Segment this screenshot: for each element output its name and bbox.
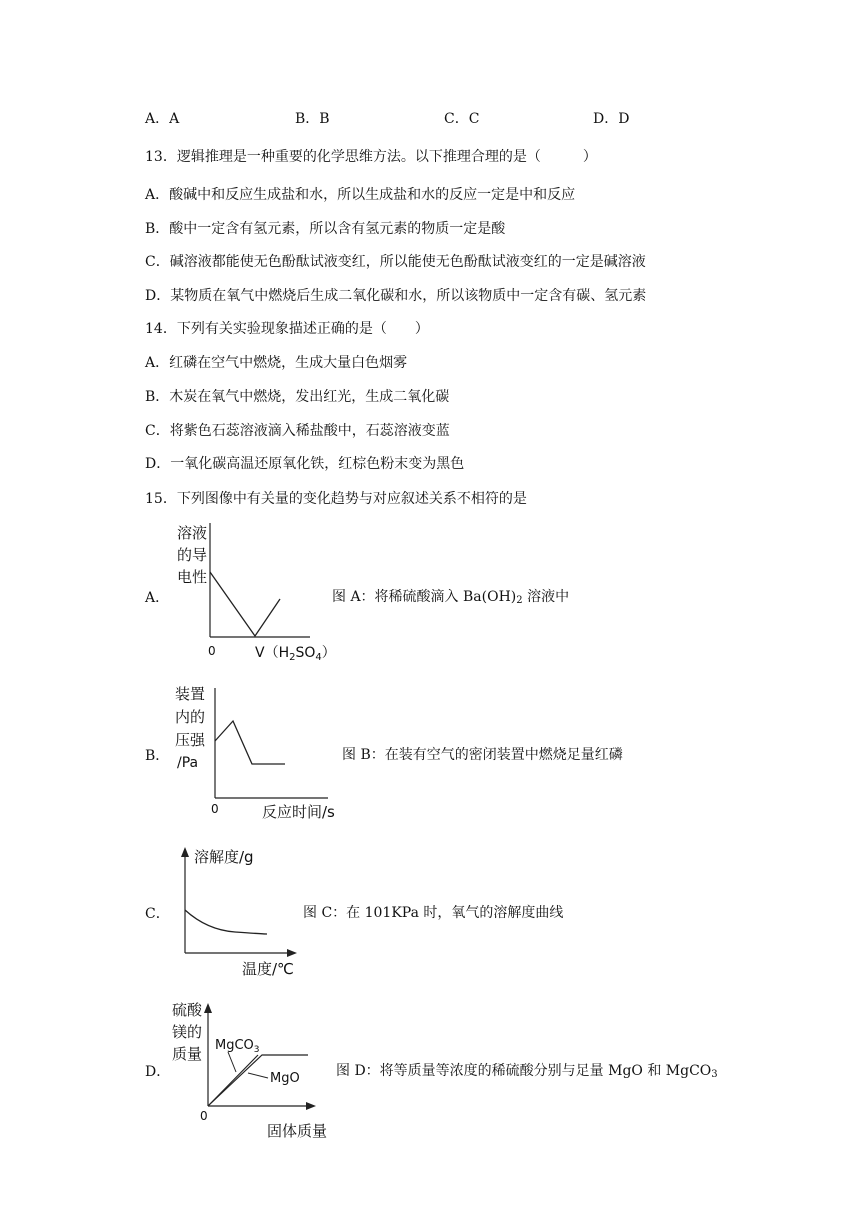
q15-fig-c-caption: 图 C：在 101KPa 时，氧气的溶解度曲线 bbox=[303, 905, 564, 921]
q15-fig-d-letter: D． bbox=[145, 1064, 171, 1080]
q13-option-c: C．碱溶液都能使无色酚酞试液变红，所以能使无色酚酞试液变红的一定是碱溶液 bbox=[145, 254, 646, 270]
q15-stem: 15．下列图像中有关量的变化趋势与对应叙述关系不相符的是 bbox=[145, 491, 527, 507]
q13-option-a: A．酸碱中和反应生成盐和水，所以生成盐和水的反应一定是中和反应 bbox=[145, 187, 576, 203]
q12-option-c: C．C bbox=[444, 111, 480, 127]
q13-option-b: B．酸中一定含有氢元素，所以含有氢元素的物质一定是酸 bbox=[145, 221, 506, 237]
q12-option-a: A．A bbox=[145, 111, 180, 127]
q15-fig-c-letter: C． bbox=[145, 906, 170, 922]
q14-option-d: D．一氧化碳高温还原氧化铁，红棕色粉末变为黑色 bbox=[145, 456, 465, 472]
q14-option-a: A．红磷在空气中燃烧，生成大量白色烟雾 bbox=[145, 355, 408, 371]
fig-c-y-arrow bbox=[181, 847, 189, 857]
fig-d-mgo-line bbox=[208, 1055, 258, 1106]
fig-d-series-mgco3: MgCO$_3$ bbox=[215, 1038, 260, 1055]
fig-d-mgco3-pointer bbox=[228, 1052, 236, 1072]
fig-c-x-arrow bbox=[287, 949, 297, 957]
fig-c-curve bbox=[185, 910, 267, 934]
q15-fig-b-letter: B． bbox=[145, 748, 170, 764]
fig-a-origin: 0 bbox=[208, 644, 216, 658]
fig-d-y-arrow bbox=[204, 1003, 212, 1013]
fig-d-series-mgo: MgO bbox=[270, 1071, 300, 1086]
q12-option-b: B．B bbox=[295, 111, 330, 127]
fig-b-xlabel: 反应时间/s bbox=[262, 803, 335, 821]
q14-stem: 14．下列有关实验现象描述正确的是（ ） bbox=[145, 321, 429, 337]
fig-c-chart bbox=[175, 845, 315, 980]
fig-d-xlabel: 固体质量 bbox=[267, 1122, 328, 1140]
fig-b-ylabel-1: 装置 bbox=[175, 685, 206, 703]
q14-option-c: C．将紫色石蕊溶液滴入稀盐酸中，石蕊溶液变蓝 bbox=[145, 423, 450, 439]
fig-a-ylabel-1: 溶液 bbox=[177, 524, 208, 542]
q15-fig-d-caption: 图 D：将等质量等浓度的稀硫酸分别与足量 MgO 和 MgCO$_3$ bbox=[336, 1063, 718, 1080]
fig-d-ylabel-2: 镁的 bbox=[172, 1023, 203, 1041]
fig-c-ylabel: 溶解度/g bbox=[194, 848, 254, 866]
q15-fig-b-caption: 图 B：在装有空气的密闭装置中燃烧足量红磷 bbox=[342, 747, 623, 763]
fig-d-ylabel-1: 硫酸 bbox=[172, 1001, 203, 1019]
q15-fig-c bbox=[175, 845, 315, 980]
fig-a-chart bbox=[170, 520, 340, 665]
fig-d-ylabel-3: 质量 bbox=[172, 1045, 203, 1063]
q13-option-d: D．某物质在氧气中燃烧后生成二氧化碳和水，所以该物质中一定含有碳、氢元素 bbox=[145, 288, 647, 304]
fig-d-mgo-pointer bbox=[248, 1073, 268, 1078]
q15-fig-b bbox=[170, 685, 345, 825]
fig-a-curve bbox=[210, 572, 280, 636]
fig-b-origin: 0 bbox=[211, 802, 219, 816]
fig-b-ylabel-3: 压强 bbox=[175, 731, 206, 749]
q15-fig-a bbox=[170, 520, 340, 665]
fig-b-curve bbox=[215, 721, 285, 764]
q15-fig-d bbox=[170, 998, 330, 1143]
fig-a-xlabel: $V(H_2SO_4)$ bbox=[255, 645, 336, 663]
fig-a-ylabel-3: 电性 bbox=[177, 568, 208, 586]
q14-option-b: B．木炭在氧气中燃烧，发出红光，生成二氧化碳 bbox=[145, 389, 450, 405]
q15-fig-a-letter: A． bbox=[145, 590, 170, 606]
fig-d-origin: 0 bbox=[200, 1109, 208, 1123]
fig-b-chart bbox=[170, 685, 345, 825]
q15-fig-a-caption: 图 A：将稀硫酸滴入 $Ba(OH)_2$ 溶液中 bbox=[332, 589, 570, 606]
fig-b-ylabel-4: /Pa bbox=[177, 755, 199, 771]
fig-d-x-arrow bbox=[306, 1102, 316, 1110]
fig-b-ylabel-2: 内的 bbox=[175, 708, 206, 726]
q13-stem: 13．逻辑推理是一种重要的化学思维方法。以下推理合理的是（ ） bbox=[145, 149, 597, 165]
fig-a-ylabel-2: 的导 bbox=[177, 546, 208, 564]
q12-option-d: D．D bbox=[593, 111, 630, 127]
fig-d-chart bbox=[170, 998, 330, 1143]
fig-c-xlabel: 温度/℃ bbox=[242, 960, 294, 978]
